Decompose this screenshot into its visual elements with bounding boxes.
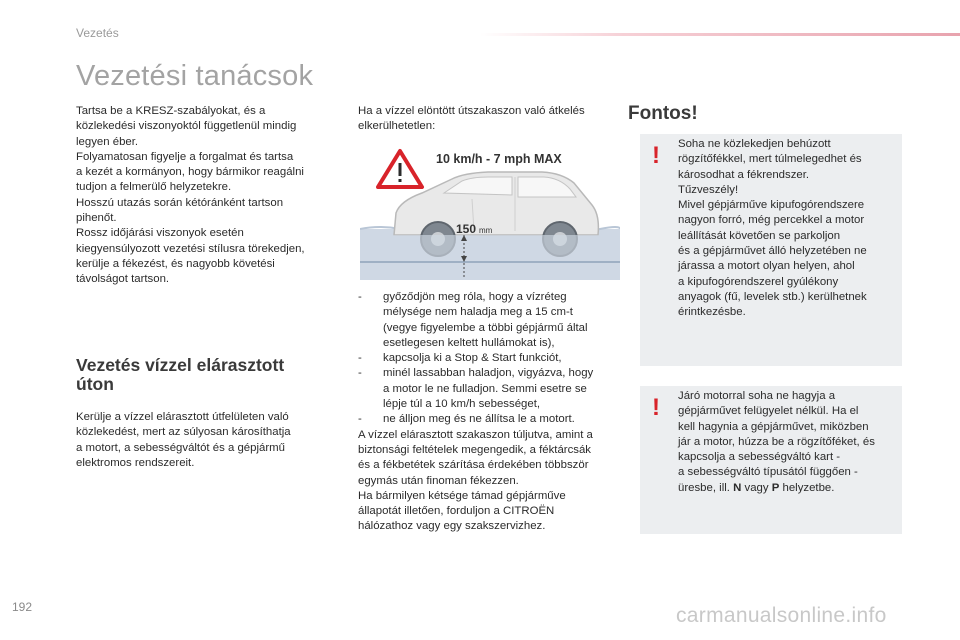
text-line: anyagok (fű, levelek stb.) kerülhetnek <box>678 290 867 303</box>
text-line: állapotát illetően, forduljon a CITROËN <box>358 505 555 518</box>
text-fragment: vagy <box>741 481 772 494</box>
list-dash: - <box>358 291 362 303</box>
text-line: Ha bármilyen kétsége támad gépjárműve <box>358 489 566 502</box>
text-line: legyen éber. <box>76 135 139 148</box>
text-line: Rossz időjárási viszonyok esetén <box>76 227 244 240</box>
text-line: győződjön meg róla, hogy a vízréteg <box>383 291 567 303</box>
text-line: rögzítőfékkel, mert túlmelegedhet és <box>678 153 862 166</box>
text-line: kiegyensúlyozott vezetési stílusra törekedjen, <box>76 242 305 255</box>
list-dash: - <box>358 413 362 426</box>
notice-box-running-engine <box>640 386 902 534</box>
depth-unit-label: mm <box>479 226 493 235</box>
text-line: a sebességváltó típusától függően - <box>678 466 858 479</box>
text-line: mélysége nem haladja meg a 15 cm-t <box>383 306 573 319</box>
text-line: tudjon a felmerülő helyzetekre. <box>76 181 232 194</box>
heading-line: Vezetés vízzel elárasztott <box>76 355 285 375</box>
text-line: Járó motorral soha ne hagyja a <box>678 390 836 402</box>
road-line <box>360 261 620 263</box>
text-line: közlekedési viszonyoktól függetlenül mindig <box>76 120 297 133</box>
text-fragment: helyzetbe. <box>779 481 835 494</box>
text-line: és a gépjárművet álló helyzetében ne <box>678 245 867 258</box>
list-dash: - <box>358 352 362 365</box>
flooded-road-illustration <box>360 143 620 280</box>
text-line: (vegye figyelembe a többi gépjármű által <box>383 321 588 334</box>
text-line: pihenőt. <box>76 212 117 225</box>
gear-n-label: N <box>733 481 742 494</box>
text-fragment: üresbe, ill. <box>678 481 734 494</box>
list-item <box>358 351 622 366</box>
header-accent-bar <box>480 33 960 36</box>
text-line: leállítását követően se parkoljon <box>678 229 841 242</box>
text-line: a motor le ne fulladjon. Semmi esetre se <box>383 382 587 395</box>
list-item <box>358 366 622 412</box>
text-line: Tűzveszély! <box>678 183 739 196</box>
text-line: ne álljon meg és ne állítsa le a motort. <box>383 413 575 426</box>
text-line: gépjárművet felügyelet nélkül. Ha el <box>678 405 859 418</box>
notice-text <box>678 137 898 321</box>
text-line: járassa a motort olyan helyen, ahol <box>678 260 855 273</box>
important-heading: Fontos! <box>628 103 698 124</box>
text-line <box>678 481 898 496</box>
text-line: A vízzel elárasztott szakaszon túljutva, amint a <box>358 428 593 441</box>
exclamation-icon: ! <box>652 142 660 169</box>
text-line: Soha ne közlekedjen behúzott <box>678 138 831 150</box>
text-line: Mivel gépjárműve kipufogórendszere <box>678 199 865 212</box>
speed-limit-label: 10 km/h - 7 mph MAX <box>436 152 562 166</box>
text-line: elkerülhetetlen: <box>358 120 436 133</box>
text-line: kell hagynia a gépjárművet, miközben <box>678 420 869 433</box>
flooded-road-paragraph <box>76 410 338 471</box>
text-line: jár a motor, húzza be a rögzítőféket, és <box>678 435 875 448</box>
list-dash: - <box>358 367 362 380</box>
text-line: biztonsági feltételek megengedik, a féktárcsák <box>358 443 592 456</box>
notice-box-parking-brake <box>640 134 902 366</box>
gear-p-label: P <box>771 481 780 494</box>
text-line: érintkezésbe. <box>678 306 746 319</box>
watermark: carmanualsonline.info <box>676 604 887 627</box>
text-line: kerülje a fékezést, és nagyobb követési <box>76 257 275 270</box>
intro-paragraph <box>76 104 338 288</box>
text-line: elektromos rendszereit. <box>76 456 195 469</box>
notice-text <box>678 389 898 496</box>
text-line: kapcsolja ki a Stop & Start funkciót, <box>383 352 562 365</box>
text-line: kapcsolja a sebességváltó kart - <box>678 451 841 464</box>
section-header: Vezetés <box>76 26 119 40</box>
text-line: közlekedést, mert az súlyosan károsíthatja <box>76 426 291 439</box>
page-number: 192 <box>12 600 33 614</box>
text-line: Ha a vízzel elöntött útszakaszon való átkelés <box>358 105 585 117</box>
text-line: hálózathoz vagy egy szakszervizhez. <box>358 520 546 533</box>
text-line: és a fékbetétek szárítása érdekében többször <box>358 459 589 472</box>
text-line: esetlegesen keltett hullámokat is), <box>383 336 555 349</box>
text-line: lépje túl a 10 km/h sebességet, <box>383 398 541 411</box>
list-item <box>358 290 622 351</box>
text-line: Hosszú utazás során kétóránként tartson <box>76 196 284 209</box>
depth-value-label: 150 <box>456 222 477 236</box>
flooded-road-heading <box>76 356 346 394</box>
exclamation-icon: ! <box>652 394 660 421</box>
text-line: károsodhat a fékrendszer. <box>678 168 810 181</box>
text-line: nagyon forró, még percekkel a motor <box>678 214 865 227</box>
text-line: a motort, a sebességváltót és a gépjármű <box>76 441 285 454</box>
text-line: egymás után finoman fékezzen. <box>358 474 519 487</box>
text-line: a kezét a kormányon, hogy bármikor reagálni <box>76 166 304 179</box>
crossing-instructions-list <box>358 290 622 535</box>
heading-line: úton <box>76 374 114 394</box>
text-line: Kerülje a vízzel elárasztott útfelületen való <box>76 411 289 423</box>
list-item <box>358 412 622 427</box>
text-line: Folyamatosan figyelje a forgalmat és tartsa <box>76 150 294 163</box>
text-line: Tartsa be a KRESZ-szabályokat, és a <box>76 105 266 117</box>
text-line: távolságot tartson. <box>76 273 170 286</box>
text-line: a kipufogórendszerel gyúlékony <box>678 275 839 288</box>
page-title: Vezetési tanácsok <box>76 60 314 92</box>
text-line: minél lassabban haladjon, vigyázva, hogy <box>383 367 594 380</box>
crossing-intro <box>358 104 620 135</box>
